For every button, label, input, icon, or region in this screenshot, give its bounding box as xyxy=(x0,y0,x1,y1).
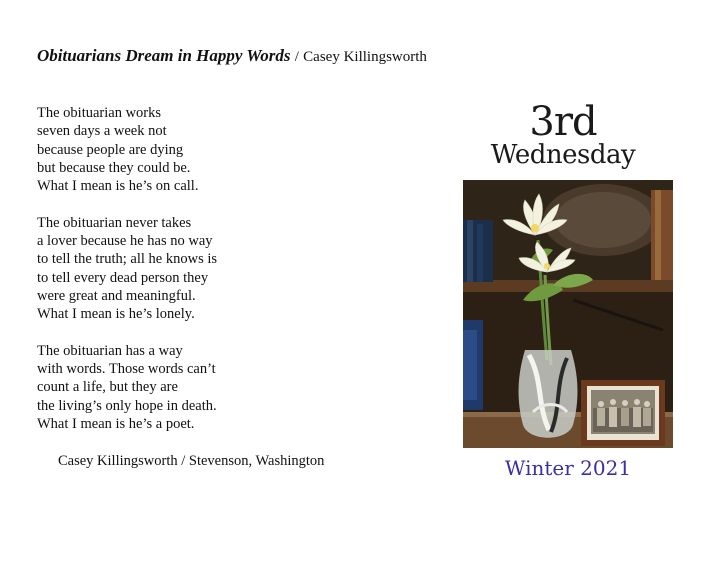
stanza-2 xyxy=(37,214,217,324)
poem-line: but because they could be. xyxy=(37,159,191,176)
poem-line: What I mean is he’s on call. xyxy=(37,178,199,195)
poem-line: were great and meaningful. xyxy=(37,287,196,304)
poem-line: with words. Those words can’t xyxy=(37,361,216,378)
poem-line: The obituarian never takes xyxy=(37,214,192,231)
masthead-number: 3rd xyxy=(529,99,597,145)
poem-line: the living’s only hope in death. xyxy=(37,397,217,414)
poem-line: to tell the truth; all he knows is xyxy=(37,251,218,268)
poem-title: Obituarians Dream in Happy Words xyxy=(37,46,291,65)
poem-line: The obituarian works xyxy=(37,105,162,121)
poem-line: What I mean is he’s a poet. xyxy=(37,416,195,433)
signature-line: Casey Killingsworth / Stevenson, Washington xyxy=(58,453,325,469)
masthead-day: Wednesday xyxy=(490,140,636,170)
stanza-1 xyxy=(37,104,217,195)
poem-title-line xyxy=(37,46,427,66)
poem-line: to tell every dead person they xyxy=(37,269,209,286)
poem-line: count a life, but they are xyxy=(37,379,178,396)
journal-cover xyxy=(463,100,673,490)
title-separator: / xyxy=(294,49,299,65)
poem-line: What I mean is he’s lonely. xyxy=(37,306,195,323)
poem-body xyxy=(37,104,217,452)
issue-label: Winter 2021 xyxy=(504,456,632,480)
poem-line: a lover because he has no way xyxy=(37,233,213,250)
stanza-3 xyxy=(37,342,217,433)
poem-line: because people are dying xyxy=(37,141,184,158)
poem-author: Casey Killingsworth xyxy=(303,49,427,65)
poem-line: The obituarian has a way xyxy=(37,342,183,359)
poem-line: seven days a week not xyxy=(37,123,167,140)
cover-photo xyxy=(463,180,673,448)
